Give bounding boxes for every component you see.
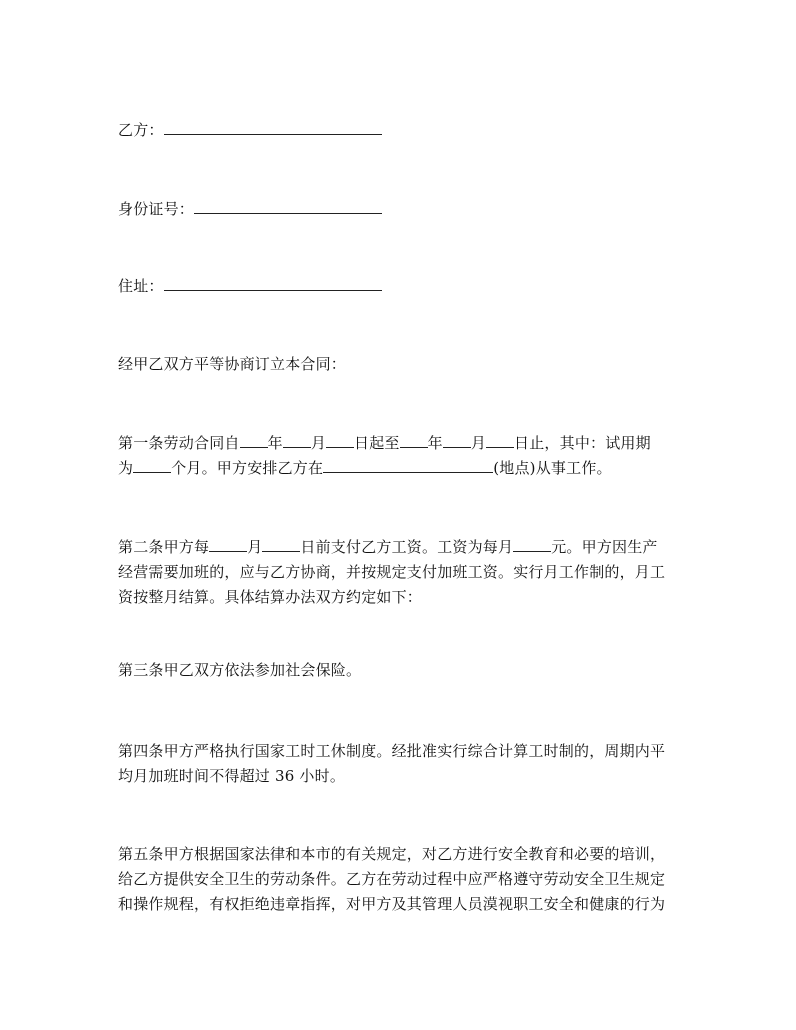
article-3: 第三条甲乙双方依法参加社会保险。 <box>118 661 362 679</box>
article-1-location-text: (地点)从事工作。 <box>493 459 612 477</box>
article-4-line-1: 第四条甲方严格执行国家工时工休制度。经批准实行综合计算工时制的，周期内平 <box>118 742 666 760</box>
article-4-line-2: 均月加班时间不得超过 36 小时。 <box>118 767 346 785</box>
article-2-line-1 <box>118 537 688 557</box>
end-month-blank[interactable] <box>443 433 471 448</box>
article-2-salary-text: 日前支付乙方工资。工资为每月 <box>300 538 514 556</box>
pay-month-blank[interactable] <box>209 537 247 552</box>
article-2-yuan-text: 元。甲方因生产 <box>551 538 658 556</box>
id-number-blank[interactable] <box>194 199 382 214</box>
month-label-2: 月 <box>470 434 487 452</box>
address-line <box>118 276 688 296</box>
start-year-blank[interactable] <box>240 433 268 448</box>
party-b-label: 乙方： <box>118 121 164 139</box>
article-5-line-2: 给乙方提供安全卫生的劳动条件。乙方在劳动过程中应严格遵守劳动安全卫生规定 <box>118 870 666 888</box>
month-label: 月 <box>310 434 327 452</box>
salary-amount-blank[interactable] <box>513 537 551 552</box>
article-5-line-3: 和操作规程，有权拒绝违章指挥，对甲方及其管理人员漠视职工安全和健康的行为 <box>118 895 666 913</box>
address-label: 住址： <box>118 277 164 295</box>
article-5-line-1: 第五条甲方根据国家法律和本市的有关规定，对乙方进行安全教育和必要的培训， <box>118 845 666 863</box>
article-2-line-3: 资按整月结算。具体结算办法双方约定如下： <box>118 588 423 606</box>
start-month-blank[interactable] <box>283 433 311 448</box>
party-b-line <box>118 120 688 140</box>
start-day-blank[interactable] <box>326 433 354 448</box>
article-1-line-2 <box>118 458 688 478</box>
day-from-label: 日起至 <box>354 434 400 452</box>
article-1-line-1 <box>118 433 688 453</box>
id-number-line <box>118 199 688 219</box>
article-2-month: 月 <box>247 538 263 556</box>
pay-day-blank[interactable] <box>262 537 300 552</box>
article-2-line-2: 经营需要加班的，应与乙方协商，并按规定支付加班工资。实行月工作制的，月工 <box>118 563 666 581</box>
year-label: 年 <box>267 434 283 452</box>
article-1-start: 第一条劳动合同自 <box>118 434 240 452</box>
year-label-2: 年 <box>427 434 443 452</box>
id-number-label: 身份证号： <box>118 200 195 218</box>
article-1-for: 为 <box>118 459 134 477</box>
probation-months-blank[interactable] <box>133 458 171 473</box>
article-2-start: 第二条甲方每 <box>118 538 210 556</box>
end-year-blank[interactable] <box>400 433 428 448</box>
end-day-blank[interactable] <box>486 433 514 448</box>
work-location-blank[interactable] <box>323 458 493 473</box>
address-blank[interactable] <box>164 276 382 291</box>
intro-text: 经甲乙双方平等协商订立本合同： <box>118 355 347 373</box>
day-until-label: 日止，其中：试用期 <box>514 434 651 452</box>
article-1-months-text: 个月。甲方安排乙方在 <box>171 459 324 477</box>
party-b-blank[interactable] <box>164 120 382 135</box>
